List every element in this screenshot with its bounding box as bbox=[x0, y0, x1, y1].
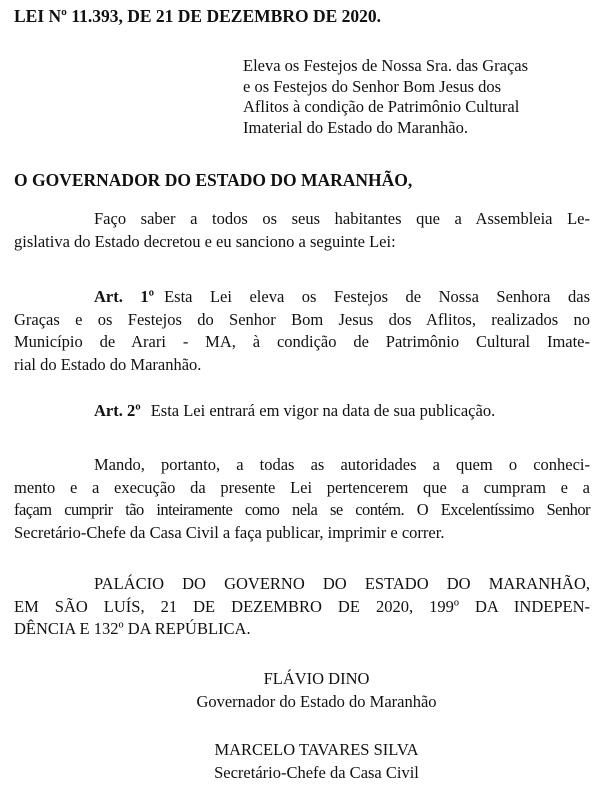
palace-paragraph bbox=[14, 573, 590, 641]
signature-name: MARCELO TAVARES SILVA bbox=[214, 740, 419, 759]
signature-name: FLÁVIO DINO bbox=[263, 669, 370, 688]
intro-paragraph bbox=[14, 208, 590, 253]
article-1-line: rial do Estado do Maranhão. bbox=[14, 354, 202, 374]
intro-line: gislativa do Estado decretou e eu sanciono a seguinte Lei: bbox=[14, 231, 396, 251]
palace-line: EM SÃO LUÍS, 21 DE DEZEMBRO DE 2020, 199º DA INDEPEN- bbox=[14, 596, 590, 616]
article-1-line bbox=[14, 286, 590, 309]
ementa-line: e os Festejos do Senhor Bom Jesus dos bbox=[243, 76, 502, 96]
law-ementa bbox=[243, 56, 588, 138]
mando-paragraph bbox=[14, 454, 590, 544]
palace-line: DÊNCIA E 132º DA REPÚBLICA. bbox=[14, 619, 251, 638]
ementa-line: Imaterial do Estado do Maranhão. bbox=[243, 117, 468, 137]
signature-secretary bbox=[15, 739, 603, 784]
article-2-label: Art. 2º bbox=[94, 401, 141, 420]
signature-role: Secretário-Chefe da Casa Civil bbox=[214, 762, 419, 782]
intro-line: Faço saber a todos os seus habitantes que a Assembleia Le- bbox=[94, 209, 590, 228]
article-2-text: Esta Lei entrará em vigor na data de sua publicação. bbox=[150, 401, 496, 420]
article-1 bbox=[14, 286, 590, 376]
signature-governor bbox=[15, 668, 603, 713]
mando-line: façam cumprir tão inteiramente como nela se contém. O Excelentíssimo Senhor bbox=[14, 500, 590, 519]
article-1-label: Art. 1º bbox=[94, 287, 155, 306]
mando-line: Mando, portanto, a todas as autoridades a quem o conheci- bbox=[94, 455, 590, 474]
article-2-line bbox=[14, 400, 590, 423]
article-1-line: Graças e os Festejos do Senhor Bom Jesus dos Aflitos, realizados no bbox=[14, 309, 590, 329]
article-2 bbox=[14, 400, 590, 423]
signature-role: Governador do Estado do Maranhão bbox=[196, 691, 437, 711]
palace-line: PALÁCIO DO GOVERNO DO ESTADO DO MARANHÃO, bbox=[94, 574, 590, 593]
law-title: LEI Nº 11.393, DE 21 DE DEZEMBRO DE 2020. bbox=[14, 6, 382, 26]
ementa-line: Eleva os Festejos de Nossa Sra. das Graças bbox=[243, 56, 529, 75]
mando-line: mento e a execução da presente Lei pertencerem que a cumpram e a bbox=[14, 477, 590, 497]
ementa-line: Aflitos à condição de Patrimônio Cultural bbox=[243, 97, 520, 116]
article-1-line: Município de Arari - MA, à condição de Patrimônio Cultural Imate- bbox=[14, 332, 590, 351]
mando-line: Secretário-Chefe da Casa Civil a faça publicar, imprimir e correr. bbox=[14, 522, 445, 542]
governor-heading: O GOVERNADOR DO ESTADO DO MARANHÃO, bbox=[14, 170, 413, 190]
article-1-text: Esta Lei eleva os Festejos de Nossa Senhora das bbox=[164, 287, 590, 306]
